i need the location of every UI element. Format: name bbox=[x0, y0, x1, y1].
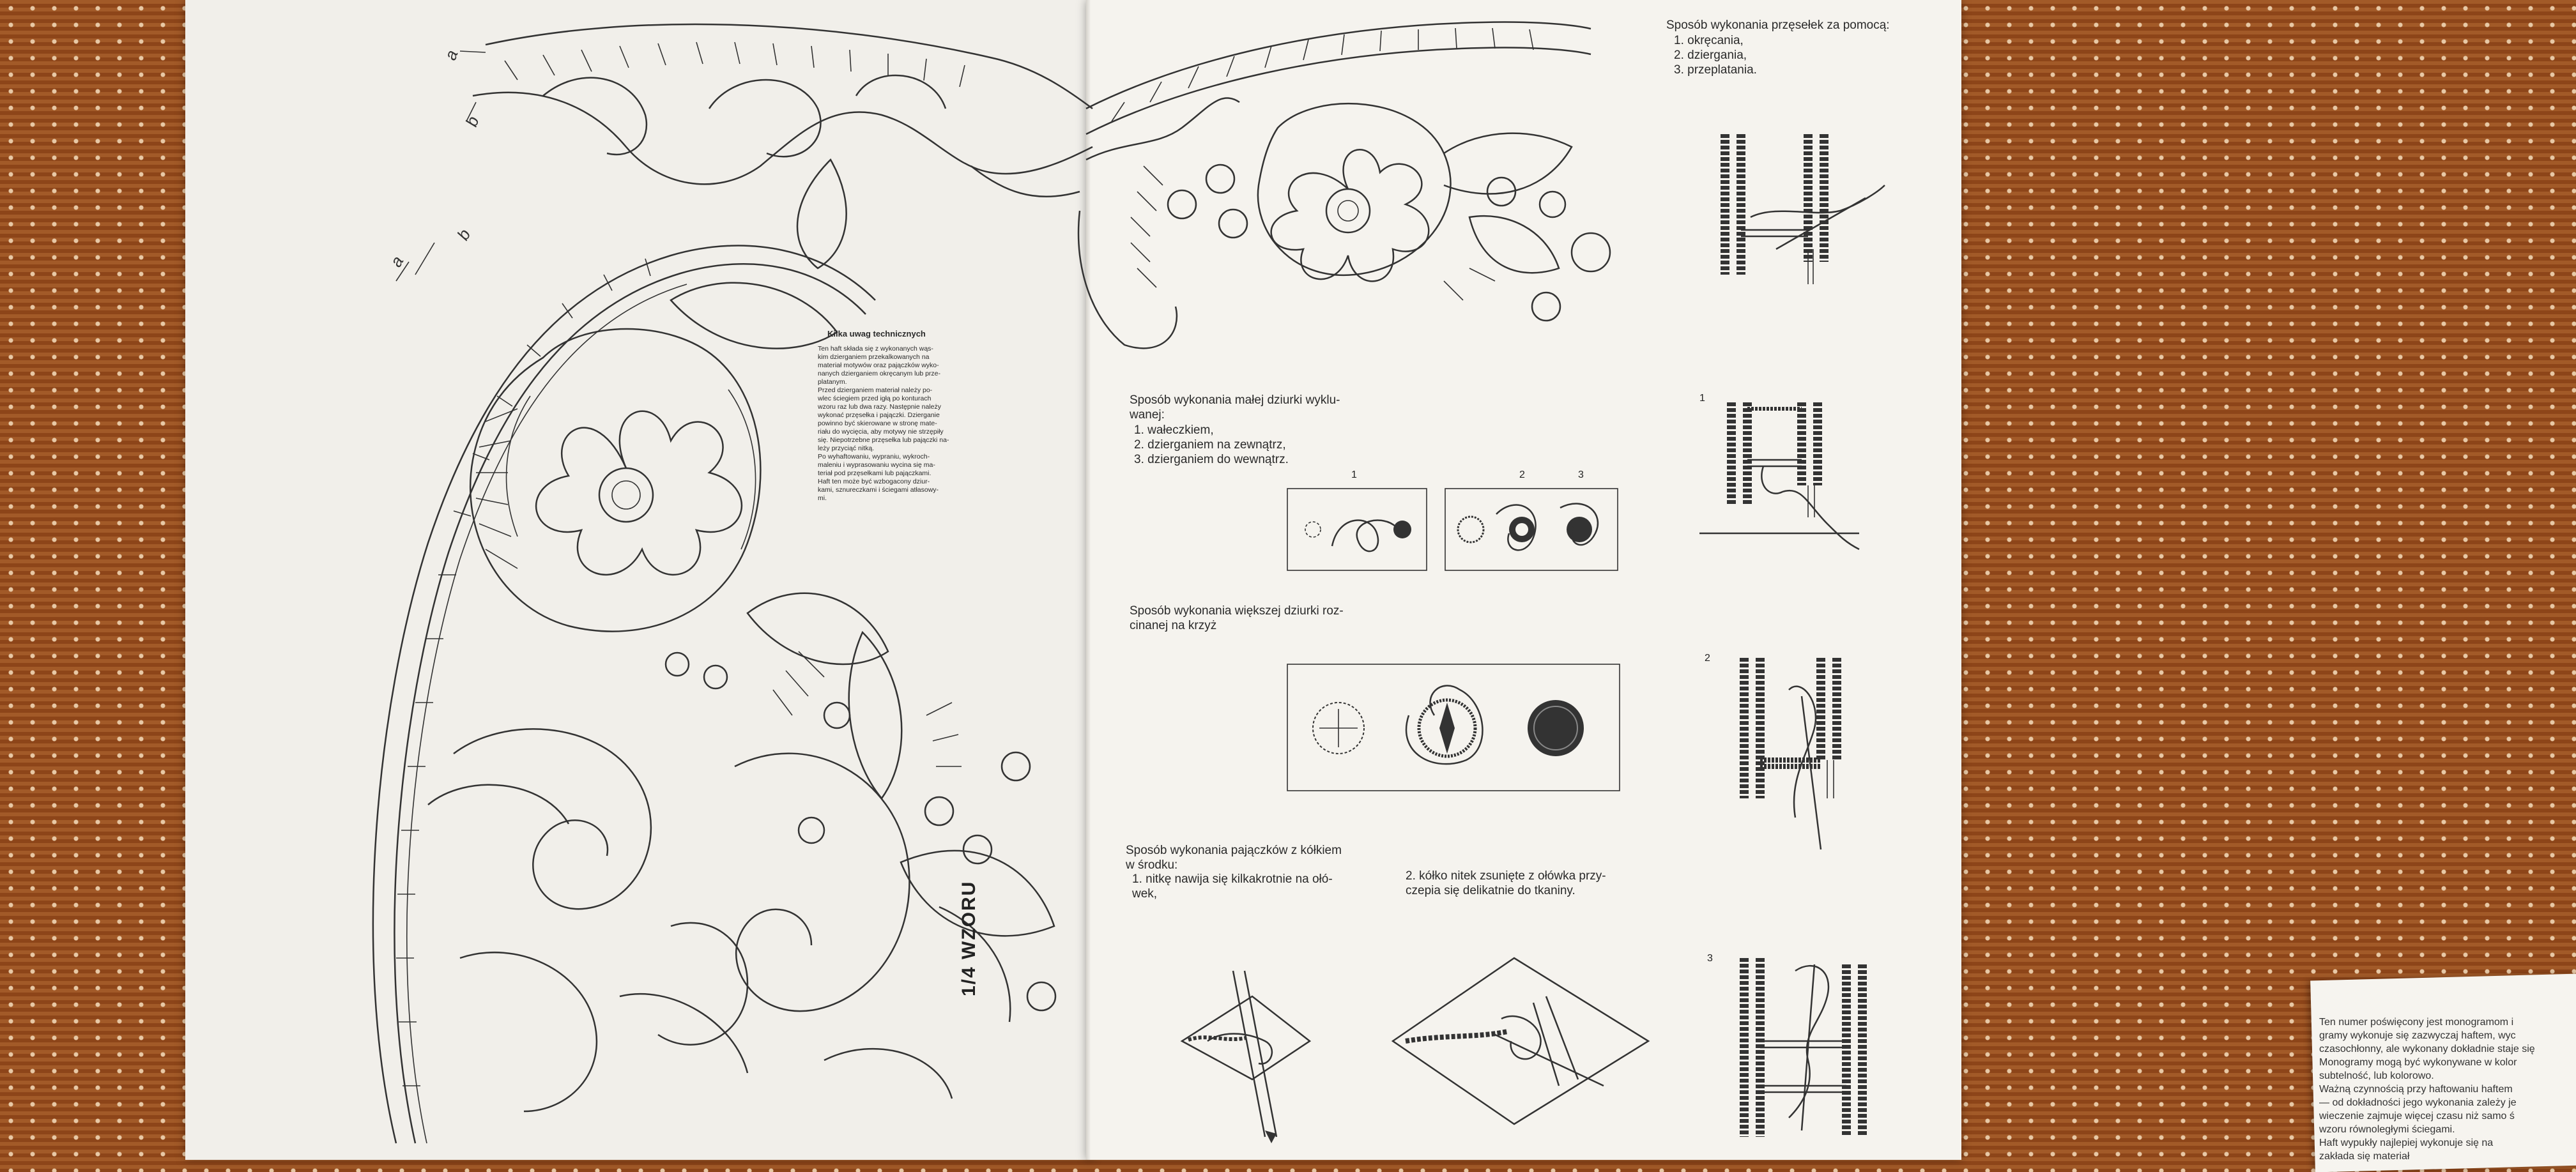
bars-item-3: 3. przeplatania. bbox=[1674, 63, 1757, 77]
margin-letter-b-top: b bbox=[461, 114, 483, 130]
top-border-strip bbox=[473, 24, 1092, 268]
small-hole-item-2: 2. dzierganiem na zewnątrz, bbox=[1134, 438, 1286, 452]
bars-figure-1 bbox=[1693, 396, 1897, 556]
technical-notes-title: Kilka uwag technicznych bbox=[827, 329, 926, 339]
small-hole-item-1: 1. wałeczkiem, bbox=[1134, 423, 1214, 437]
big-hole-figure bbox=[1287, 664, 1621, 792]
bars-method-title: Sposób wykonania przęsełek za pomocą: bbox=[1666, 19, 1890, 32]
central-flower bbox=[470, 329, 760, 632]
spider-figure-2 bbox=[1393, 958, 1648, 1137]
spider-step-2: 2. kółko nitek zsunięte z ołówka przy- czepia się delikatnie do tkaniny. bbox=[1406, 869, 1606, 897]
bars-fig-3-number: 3 bbox=[1707, 953, 1713, 964]
small-hole-fig-1-number: 1 bbox=[1351, 469, 1357, 480]
margin-letter-a-top: a bbox=[440, 47, 462, 63]
adjacent-page-text: Ten numer poświęcony jest monogramom i gramy wykonuje się zazwyczaj haftem, wyc czasochłonny, ale wykonany dokładnie staje się Monogramy mogą być wykonywane w kolor subtelność, lub kolorowo. Ważną czynnością przy haftowaniu haftem — od dokładności jego wykonania zależy je wieczenie zajmuje więcej czasu niż samo ś wzoru równoległymi ściegami. Haft wypukły najlepiej wykonuje się na zakłada się materiał bbox=[2319, 1017, 2535, 1162]
spider-figure-1 bbox=[1169, 971, 1335, 1137]
spider-step-1: 1. nitkę nawija się kilkakrotnie na ołó- wek, bbox=[1132, 872, 1333, 901]
bars-item-1: 1. okręcania, bbox=[1674, 34, 1744, 47]
margin-marks bbox=[396, 51, 486, 281]
big-hole-title: Sposób wykonania większej dziurki roz- cinanej na krzyż bbox=[1130, 604, 1344, 632]
flower-border-drawing bbox=[1086, 0, 1629, 383]
margin-letter-a-left: a bbox=[386, 252, 408, 270]
technical-notes-body: Ten haft składa się z wykonanych wąs- kim dzierganiem przekalkowanych na materiał motywów oraz pajączków wyko- nanych dzierganiem okręcanym lub prze- platanym. Przed dzierganiem materiał należy po- wlec ściegiem przed igłą po konturach wzoru raz lub dwa razy. Następnie należy wykonać przęsełka i pajączki. Dzierganie powinno być skierowane w stronę mate- riału do wycięcia, aby motywy nie strzępiły się. Niepotrzebne przęsełka lub pajączki na- leży przyciąć nitką. Po wyhaftowaniu, wypraniu, wykroch- maleniu i wyprasowaniu wycina się ma- teriał pod przęsełkami lub pajączkami. Haft ten może być wzbogacony dziur- kami, sznureczkami i ściegami atłasowy- mi. bbox=[818, 345, 949, 502]
small-hole-title: Sposób wykonania małej dziurki wyklu- wanej: bbox=[1130, 393, 1340, 422]
spider-title: Sposób wykonania pajączków z kółkiem w środku: bbox=[1126, 844, 1342, 872]
bars-fig-2-number: 2 bbox=[1705, 653, 1710, 664]
bars-fig-1-number: 1 bbox=[1699, 393, 1705, 404]
bars-figure-top bbox=[1712, 121, 1891, 287]
quarter-pattern-label: 1/4 WZORU bbox=[958, 880, 979, 996]
small-hole-figure-2-3 bbox=[1445, 489, 1619, 572]
small-hole-fig-2-number: 2 bbox=[1519, 469, 1525, 480]
small-hole-fig-3-number: 3 bbox=[1578, 469, 1584, 480]
border-bars bbox=[396, 259, 650, 1086]
margin-letter-b-left: b bbox=[453, 225, 475, 243]
bars-figure-3 bbox=[1725, 952, 1878, 1143]
bars-item-2: 2. dziergania, bbox=[1674, 49, 1747, 62]
small-hole-item-3: 3. dzierganiem do wewnątrz. bbox=[1134, 453, 1289, 466]
embroidery-pattern-drawing bbox=[185, 0, 1092, 1160]
small-hole-figure-1 bbox=[1287, 489, 1428, 572]
bars-figure-2 bbox=[1725, 651, 1878, 856]
